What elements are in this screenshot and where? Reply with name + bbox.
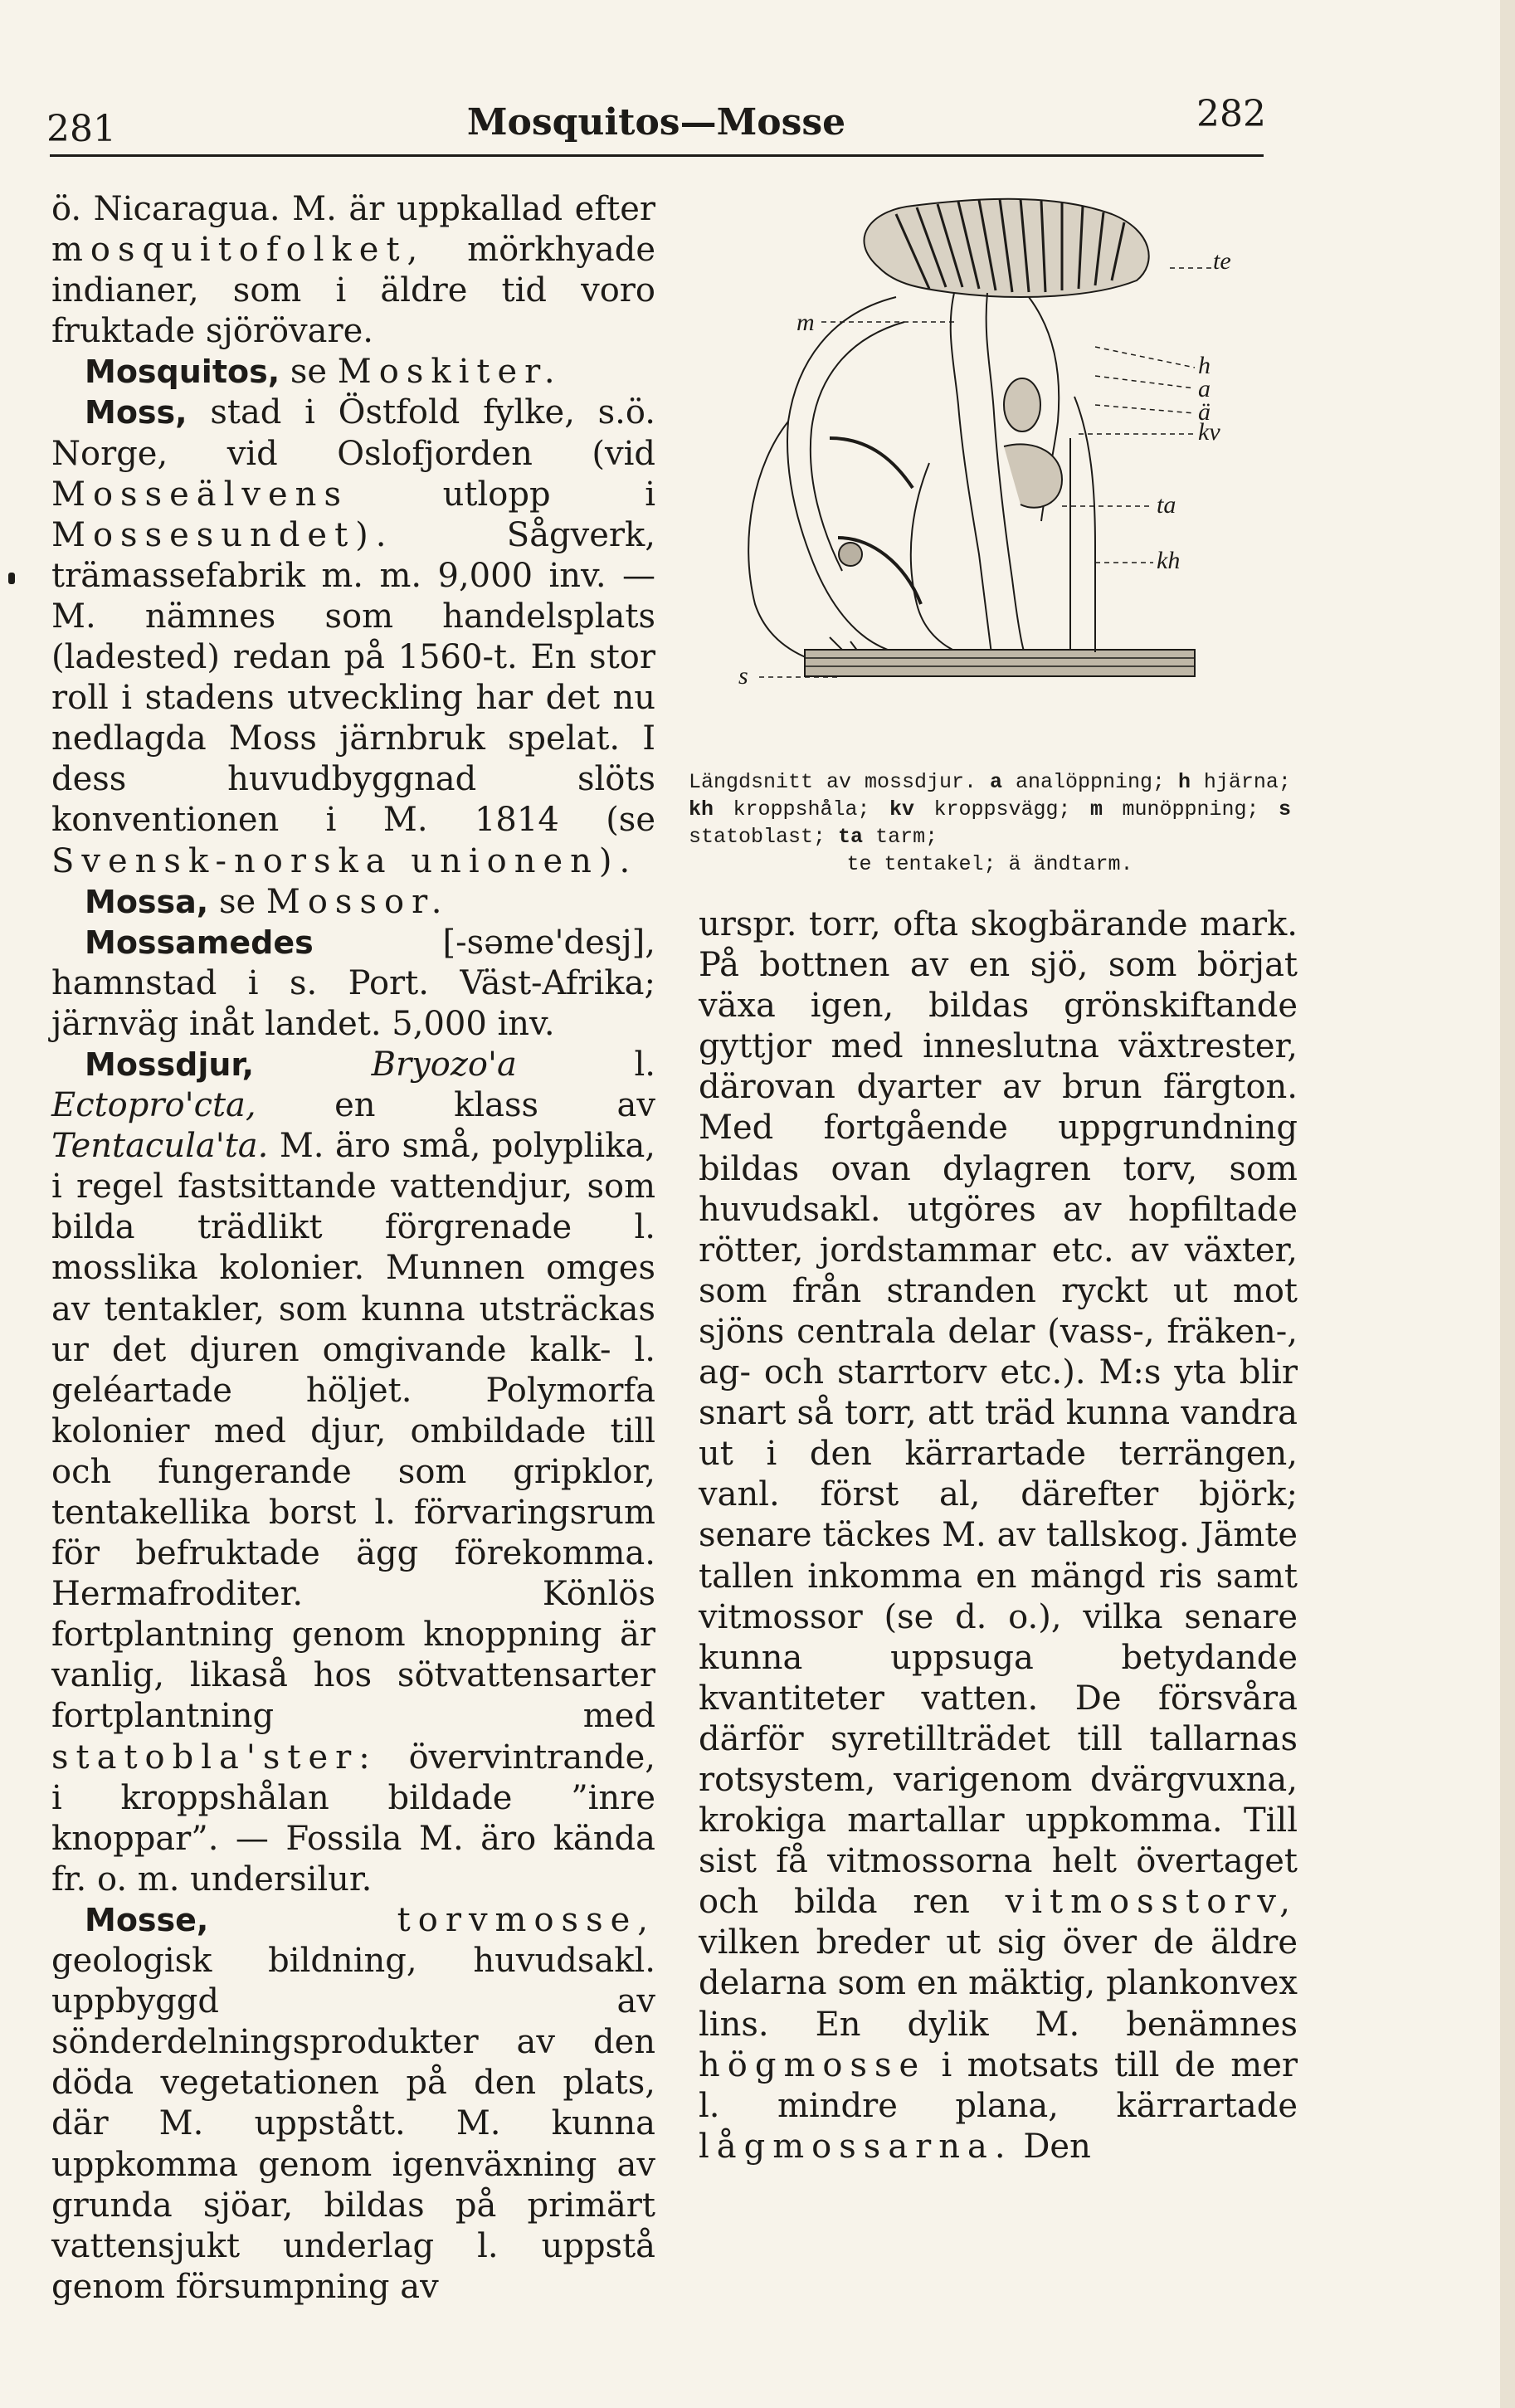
- label-kv: kv: [1198, 418, 1220, 446]
- header-rule: [50, 154, 1264, 157]
- label-te: te: [1213, 247, 1231, 275]
- entry-mosse: Mosse, torvmosse, geologisk bildning, huvudsakl. uppbyggd av sönderdelningsprodukter av den döda vegetationen på den plats, där M. uppstått. M. kunna uppkomma genom igenväxning av grunda sjöar, bildas på primärt vattensjukt underlag l. uppstå genom försumpning av: [51, 1900, 655, 2306]
- right-column: [699, 904, 1298, 2167]
- page-number-left: 281: [46, 108, 116, 150]
- label-s: s: [738, 662, 748, 690]
- label-h: h: [1198, 352, 1211, 379]
- entry-continuation: ö. Nicaragua. M. är uppkallad efter mosquitofolket, mörkhyade indianer, som i äldre tid voro fruktade sjörövare.: [51, 190, 655, 351]
- bryozoan-illustration: [705, 189, 1236, 762]
- headword: Mosse,: [85, 1901, 209, 1938]
- headword: Mossdjur,: [85, 1046, 255, 1083]
- left-column: [51, 189, 655, 2308]
- entry-mossamedes: Mossamedes [-səme'desj], hamnstad i s. Port. Väst-Afrika; järnväg inåt landet. 5,000 inv.: [51, 923, 655, 1043]
- entry-mosquitos: Mosquitos, se Moskiter.: [85, 353, 563, 392]
- entry-mosse-continuation: urspr. torr, ofta skogbärande mark. På bottnen av en sjö, som börjat växa igen, bildas grönskiftande gyttjor med inneslutna växtrester, därovan dyarter av brun färgton. Med fortgående uppgrundning bildas ovan dylagren torv, som huvudsakl. utgöres av hopfiltade rötter, jordstammar etc. av växter, som från stranden ryckt ut mot sjöns centrala delar (vass-, fräken-, ag- och starrtorv etc.). M:s yta blir snart så torr, att träd kunna vandra ut i den kärrartade terrängen, vanl. först al, därefter björk; senare täckes M. av tallskog. Jämte tallen inkomma en mängd ris samt vitmossor (se d. o.), vilka senare kunna uppsuga betydande kvantiteter vatten. De försvåra därför syretillträdet till tallarnas rotsystem, varigenom dvärgvuxna, krokiga martallar uppkomma. Till sist få vitmossorna helt övertaget och bilda ren vitmosstorv, vilken breder ut sig över de äldre delarna som en mäktig, plankonvex lins. En dylik M. benämnes högmosse i motsats till de mer l. mindre plana, kärrartade lågmossarna. Den: [699, 905, 1298, 2166]
- bryozoan-diagram: [705, 189, 1236, 762]
- headword: Mosquitos,: [85, 353, 280, 391]
- headword: Mossa,: [85, 883, 209, 920]
- label-kh: kh: [1157, 547, 1181, 574]
- entry-mossdjur: Mossdjur, Bryozo'a l. Ectopro'cta, en klass av Tentacula'ta. M. äro små, polyplika, i regel fastsittande vattendjur, som bilda trädlikt förgrenade l. mosslika kolonier. Munnen omges av tentakler, som kunna utsträckas ur det djuren omgivande kalk- l. geléartade höljet. Polymorfa kolonier med djur, ombildade till och fungerande som gripklor, tentakellika borst l. förvaringsrum för befruktade ägg förekomma. Hermafroditer. Könlös fortplantning genom knoppning är vanlig, likaså hos sötvattensarter fortplantning med statobla'ster: övervintrande, i kroppshålan bildade ”inre knoppar”. — Fossila M. äro kända fr. o. m. undersilur.: [51, 1045, 655, 1899]
- headword: Mossamedes: [85, 924, 314, 961]
- header-title: Mosquitos—Mosse: [466, 101, 846, 144]
- page-number-right: 282: [1196, 93, 1266, 135]
- label-m: m: [796, 309, 815, 336]
- margin-mark: [8, 573, 15, 584]
- label-a: a: [1198, 375, 1211, 402]
- page-edge: [1500, 0, 1515, 2408]
- figure-caption: Längdsnitt av mossdjur. a analöppning; h hjärna; kh kroppshåla; kv kroppsvägg; m munöppning; s statoblast; ta tarm; te tentakel; ä ändtarm.: [689, 770, 1291, 876]
- entry-moss: Moss, stad i Östfold fylke, s.ö. Norge, vid Oslofjorden (vid Mosseälvens utlopp i Mossesundet). Sågverk, trämassefabrik m. m. 9,000 inv. — M. nämnes som handelsplats (ladested) redan på 1560-t. En stor roll i stadens utveckling har det nu nedlagda Moss järnbruk spelat. I dess huvudbyggnad slöts konventionen i M. 1814 (se Svensk-norska unionen).: [51, 393, 655, 880]
- headword: Moss,: [85, 394, 188, 431]
- label-ta: ta: [1157, 491, 1176, 519]
- entry-mossa: Mossa, se Mossor.: [85, 882, 450, 921]
- label-ae: ä: [1198, 398, 1211, 426]
